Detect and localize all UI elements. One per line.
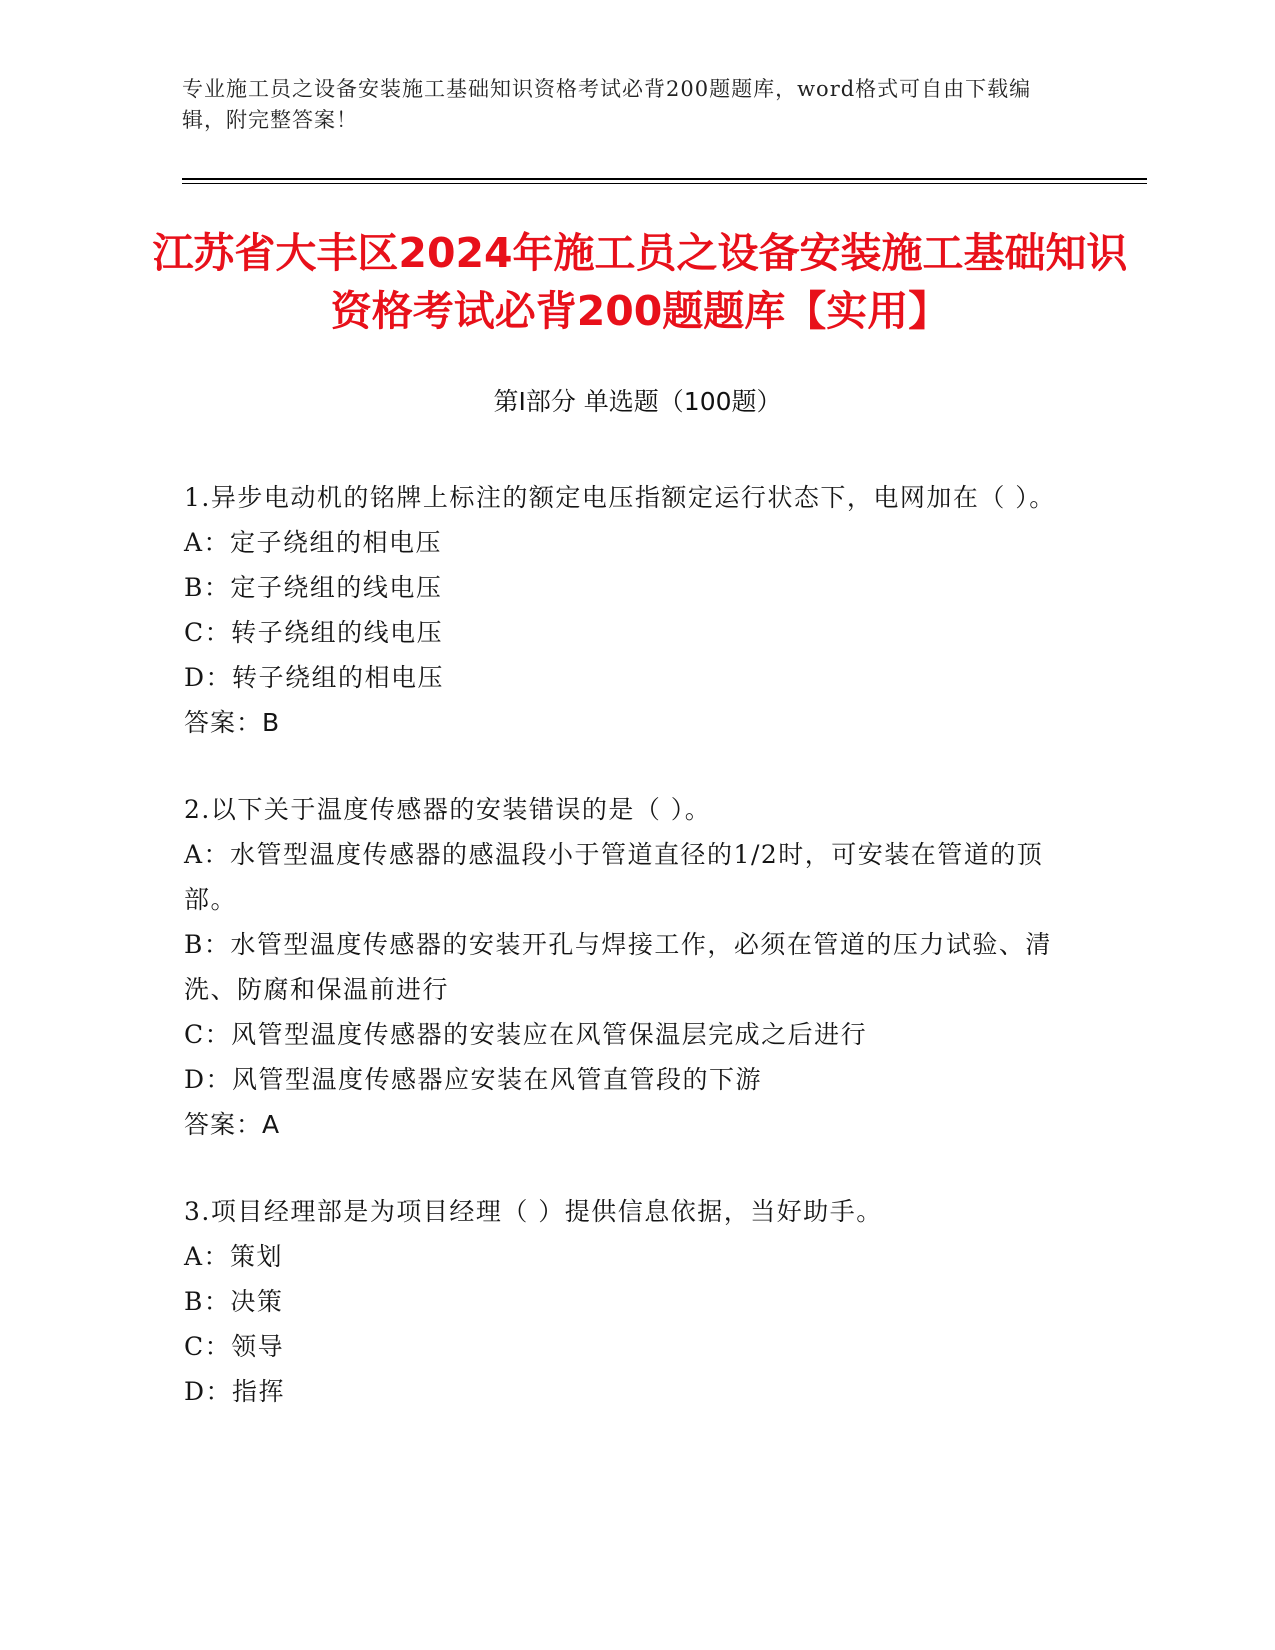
document-title: 江苏省大丰区2024年施工员之设备安装施工基础知识资格考试必背200题题库【实用】 xyxy=(152,229,1128,335)
header-note: 专业施工员之设备安装施工基础知识资格考试必背200题题库，word格式可自由下载编辑，附完整答案！ xyxy=(182,77,1032,132)
option-d: D：风管型温度传感器应安装在风管直管段的下游 xyxy=(184,1065,763,1094)
option-b: B：水管型温度传感器的安装开孔与焊接工作，必须在管道的压力试验、清洗、防腐和保温前进行 xyxy=(184,930,1052,1004)
option-c: C：转子绕组的线电压 xyxy=(184,618,444,647)
question-2 xyxy=(184,787,1064,1147)
option-a: A：策划 xyxy=(184,1242,284,1271)
option-c: C：领导 xyxy=(184,1332,285,1361)
option-b: B：定子绕组的线电压 xyxy=(184,573,443,602)
question-3 xyxy=(184,1189,1064,1414)
answer-label: 答案： xyxy=(184,708,263,737)
header-rule-thick xyxy=(182,178,1147,180)
option-d: D：转子绕组的相电压 xyxy=(184,663,445,692)
section-heading: 第Ⅰ部分 单选题（100题） xyxy=(493,387,782,416)
question-list xyxy=(184,475,1064,1456)
answer-line xyxy=(184,700,1064,745)
answer-label: 答案： xyxy=(184,1110,263,1139)
question-text: 1.异步电动机的铭牌上标注的额定电压指额定运行状态下，电网加在（ ）。 xyxy=(184,483,1056,512)
question-text: 3.项目经理部是为项目经理（ ）提供信息依据，当好助手。 xyxy=(184,1197,883,1226)
option-a: A：水管型温度传感器的感温段小于管道直径的1/2时，可安装在管道的顶部。 xyxy=(184,840,1044,914)
answer-value: B xyxy=(262,708,280,737)
option-c: C：风管型温度传感器的安装应在风管保温层完成之后进行 xyxy=(184,1020,868,1049)
question-1 xyxy=(184,475,1064,745)
answer-value: A xyxy=(262,1110,280,1139)
answer-line xyxy=(184,1102,1064,1147)
question-text: 2.以下关于温度传感器的安装错误的是（ ）。 xyxy=(184,795,712,824)
option-a: A：定子绕组的相电压 xyxy=(184,528,443,557)
option-b: B：决策 xyxy=(184,1287,284,1316)
header-rule-thin xyxy=(182,183,1147,184)
option-d: D：指挥 xyxy=(184,1377,286,1406)
